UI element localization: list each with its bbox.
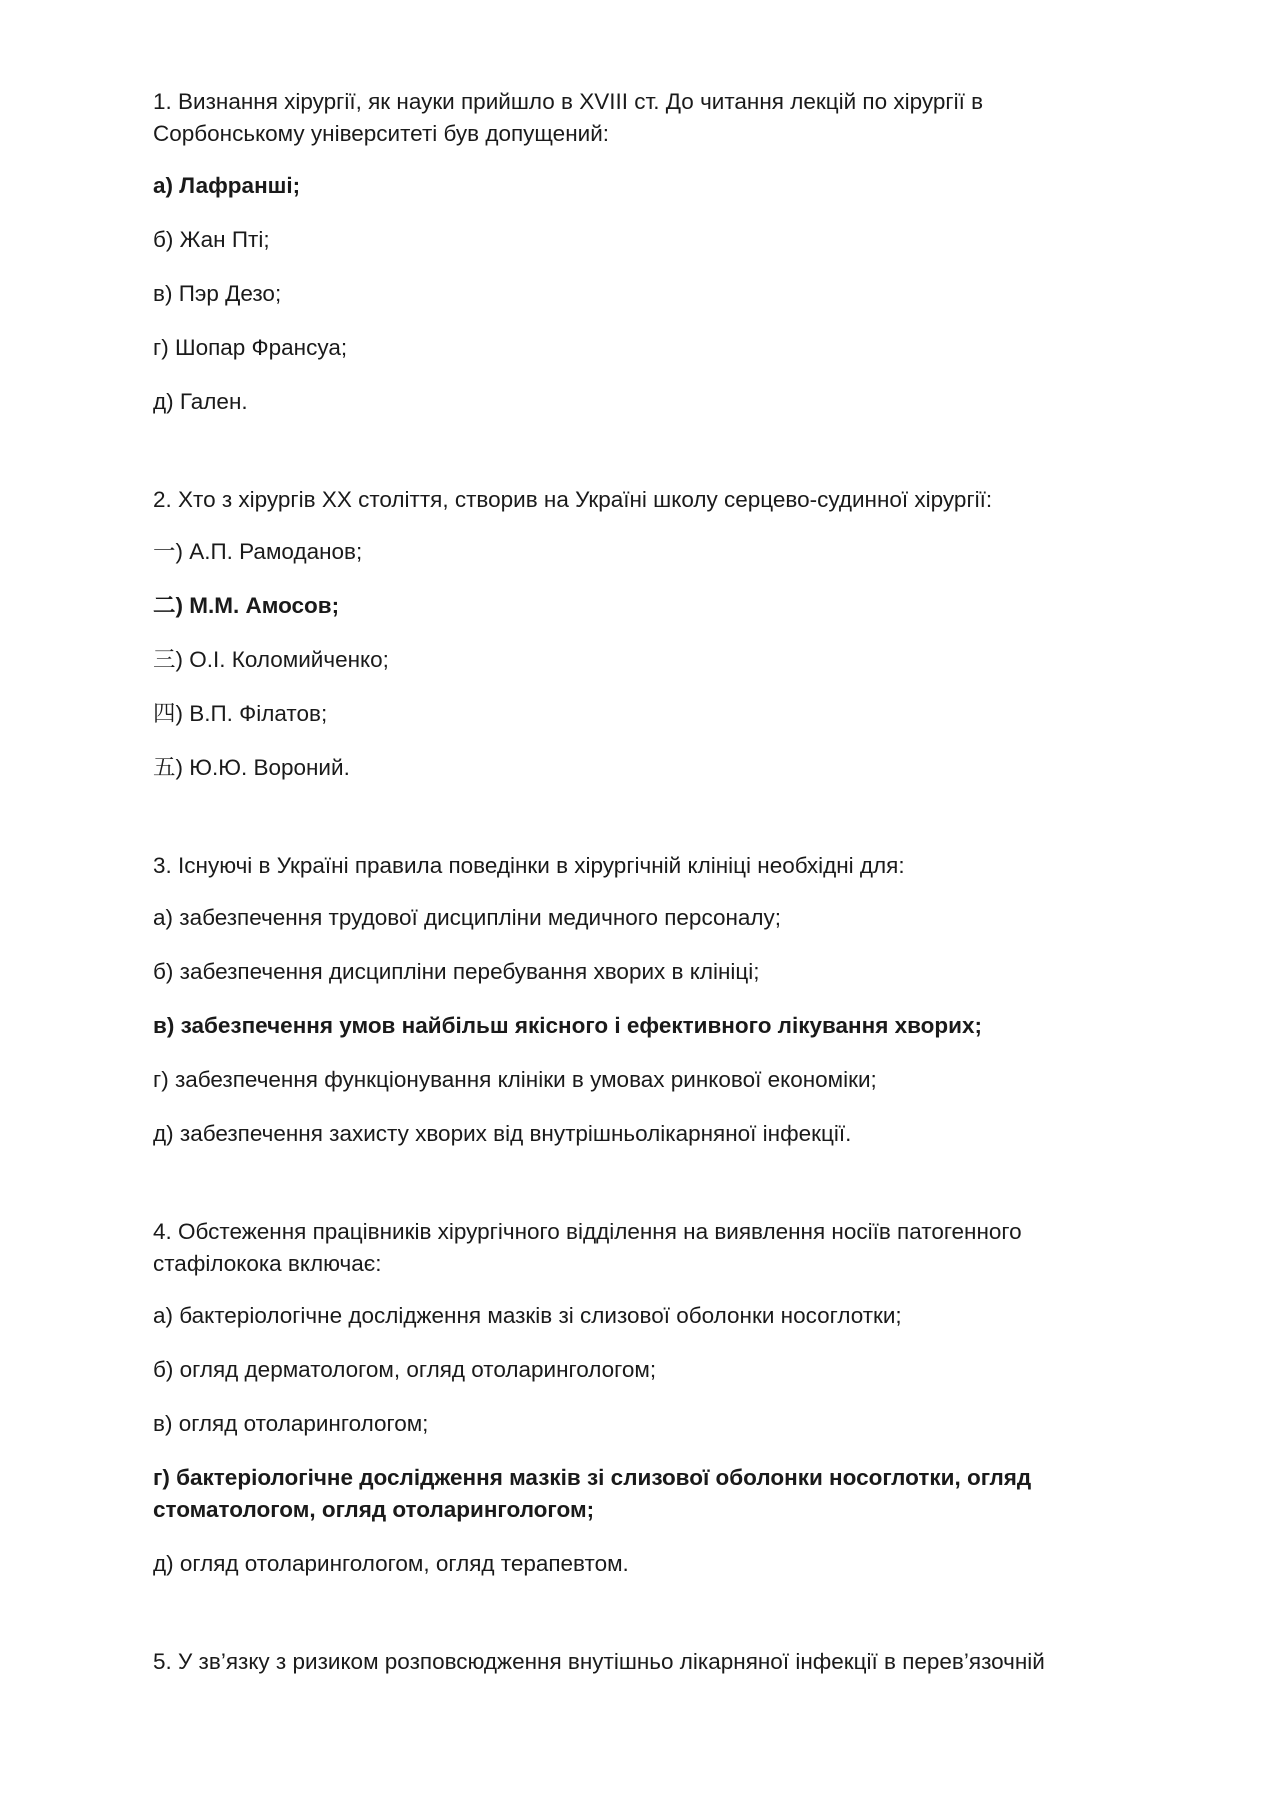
document-content	[153, 86, 1153, 1698]
question-2-text	[153, 484, 1153, 516]
question-5-line-1: 5. У зв’язку з ризиком розповсюдження внутішньо лікарняної інфекції в перев’язочній	[153, 1649, 1045, 1674]
question-1-text	[153, 86, 1153, 150]
question-4-option-d-line-1: г) бактеріологічне дослідження мазків зі слизової оболонки носоглотки, огляд	[153, 1465, 1032, 1490]
question-3	[153, 850, 1153, 1150]
question-2-line-1: 2. Хто з хірургів XX століття, створив на Україні школу серцево-судинної хірургії:	[153, 487, 993, 512]
question-1-line-1: 1. Визнання хірургії, як науки прийшло в XVIII ст. До читання лекцій по хірургії в	[153, 89, 984, 114]
question-1-option-a-correct: а) Лафранші;	[153, 173, 301, 198]
question-2-option-3: 三) О.І. Коломийченко;	[153, 647, 389, 672]
question-4-option-d-line-2: стоматологом, огляд отоларингологом;	[153, 1497, 595, 1522]
question-3-option-e: д) забезпечення захисту хворих від внутрішньолікарняної інфекції.	[153, 1121, 852, 1146]
question-4-line-2: стафілокока включає:	[153, 1251, 382, 1276]
question-1-option-b: б) Жан Пті;	[153, 227, 270, 252]
question-1	[153, 86, 1153, 418]
question-3-option-d: г) забезпечення функціонування клініки в умовах ринкової економіки;	[153, 1067, 877, 1092]
question-1-option-c: в) Пэр Дезо;	[153, 281, 282, 306]
question-3-option-b: б) забезпечення дисципліни перебування хворих в клініці;	[153, 959, 760, 984]
question-4-option-c: в) огляд отоларингологом;	[153, 1411, 429, 1436]
question-2-option-5: 五) Ю.Ю. Вороний.	[153, 755, 350, 780]
question-4-option-e: д) огляд отоларингологом, огляд терапевтом.	[153, 1551, 629, 1576]
question-4-option-d-correct	[153, 1462, 1153, 1526]
question-3-option-a: а) забезпечення трудової дисципліни медичного персоналу;	[153, 905, 782, 930]
question-5	[153, 1646, 1153, 1678]
question-4-text	[153, 1216, 1153, 1280]
question-5-text	[153, 1646, 1153, 1678]
question-1-option-e: д) Гален.	[153, 389, 248, 414]
question-4-option-b: б) огляд дерматологом, огляд отоларингологом;	[153, 1357, 657, 1382]
question-2	[153, 484, 1153, 784]
question-2-option-4: 四) В.П. Філатов;	[153, 701, 328, 726]
question-4-line-1: 4. Обстеження працівників хірургічного відділення на виявлення носіїв патогенного	[153, 1219, 1022, 1244]
question-4	[153, 1216, 1153, 1580]
question-2-option-2-correct: 二) М.М. Амосов;	[153, 593, 340, 618]
question-2-option-1: 一) А.П. Рамоданов;	[153, 539, 363, 564]
question-4-option-a: а) бактеріологічне дослідження мазків зі слизової оболонки носоглотки;	[153, 1303, 902, 1328]
question-3-option-c-correct: в) забезпечення умов найбільш якісного і ефективного лікування хворих;	[153, 1013, 982, 1038]
question-1-option-d: г) Шопар Франсуа;	[153, 335, 348, 360]
question-1-line-2: Сорбонському університеті був допущений:	[153, 121, 610, 146]
question-3-text	[153, 850, 1153, 882]
question-3-line-1: 3. Існуючі в Україні правила поведінки в хірургічній клініці необхідні для:	[153, 853, 905, 878]
